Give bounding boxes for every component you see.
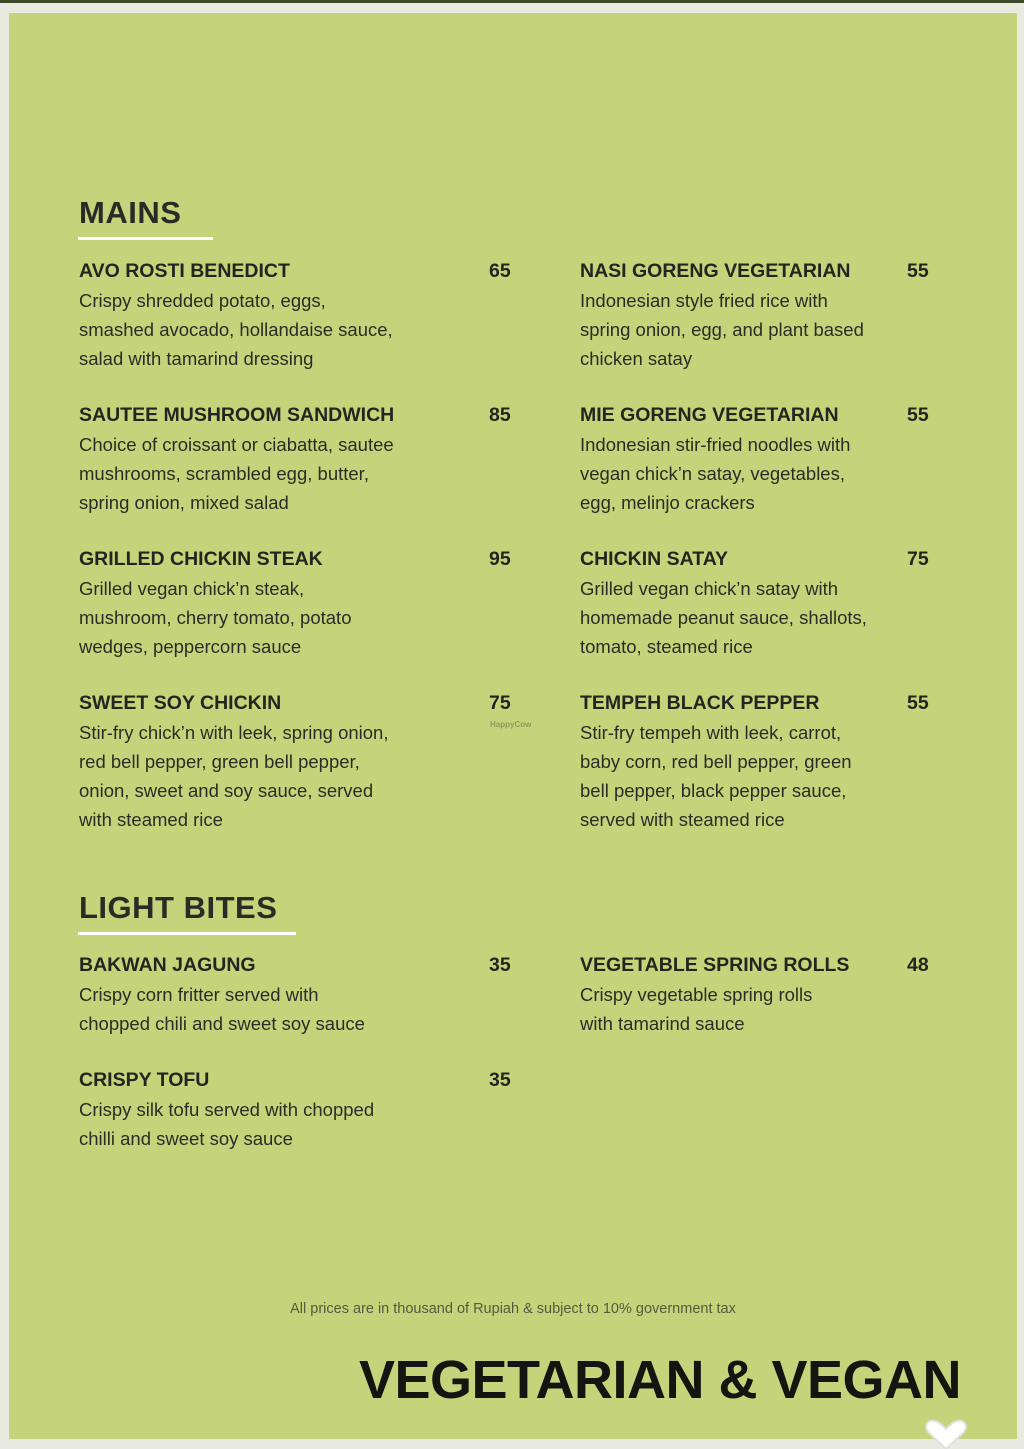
item-name: CRISPY TOFU — [79, 1069, 210, 1091]
item-name: NASI GORENG VEGETARIAN — [580, 260, 851, 282]
item-description: Indonesian stir-fried noodles with vegan chick’n satay, vegetables, egg, melinjo crackers — [580, 434, 851, 513]
watermark: HappyCow — [490, 720, 532, 729]
menu-item — [580, 545, 1020, 661]
item-name: AVO ROSTI BENEDICT — [79, 260, 290, 282]
item-name: SAUTEE MUSHROOM SANDWICH — [79, 404, 395, 426]
item-price: 75 — [907, 548, 929, 570]
item-price: 35 — [489, 954, 511, 976]
menu-item — [79, 689, 519, 834]
item-name: VEGETABLE SPRING ROLLS — [580, 954, 850, 976]
item-price: 55 — [907, 404, 929, 426]
menu-item — [580, 257, 1020, 373]
heart-icon — [921, 1419, 971, 1449]
item-name: BAKWAN JAGUNG — [79, 954, 256, 976]
menu-item — [79, 1066, 519, 1153]
item-price: 85 — [489, 404, 511, 426]
menu-title: VEGETARIAN & VEGAN — [358, 1350, 961, 1410]
item-description: Crispy shredded potato, eggs, smashed avocado, hollandaise sauce, salad with tamarind dressing — [79, 290, 393, 369]
price-disclaimer: All prices are in thousand of Rupiah & subject to 10% government tax — [290, 1301, 736, 1317]
item-name: SWEET SOY CHICKIN — [79, 692, 282, 714]
menu-item — [79, 951, 519, 1038]
menu-item — [79, 401, 519, 517]
item-description: Crispy vegetable spring rolls with tamarind sauce — [580, 984, 813, 1034]
item-description: Grilled vegan chick’n steak, mushroom, cherry tomato, potato wedges, peppercorn sauce — [79, 578, 352, 657]
item-description: Indonesian style fried rice with spring onion, egg, and plant based chicken satay — [580, 290, 864, 369]
item-description: Grilled vegan chick’n satay with homemade peanut sauce, shallots, tomato, steamed rice — [580, 578, 867, 657]
item-description: Crispy silk tofu served with chopped chilli and sweet soy sauce — [79, 1099, 375, 1149]
section-title-mains: MAINS — [79, 195, 182, 230]
top-border — [0, 0, 1024, 3]
item-name: MIE GORENG VEGETARIAN — [580, 404, 839, 426]
menu-item — [79, 545, 519, 661]
section-underline-mains — [78, 237, 213, 240]
menu-item — [580, 401, 1020, 517]
item-name: CHICKIN SATAY — [580, 548, 729, 570]
item-price: 75 — [489, 692, 511, 714]
item-description: Crispy corn fritter served with chopped chili and sweet soy sauce — [79, 984, 365, 1034]
item-price: 55 — [907, 692, 929, 714]
item-description: Stir-fry chick’n with leek, spring onion, red bell pepper, green bell pepper, onion, sweet and soy sauce, served with steamed rice — [79, 722, 389, 830]
item-description: Choice of croissant or ciabatta, sautee mushrooms, scrambled egg, butter, spring onion, mixed salad — [79, 434, 394, 513]
item-name: GRILLED CHICKIN STEAK — [79, 548, 323, 570]
section-underline-light-bites — [78, 932, 296, 935]
section-title-light-bites: LIGHT BITES — [79, 890, 278, 925]
menu-item — [580, 951, 1020, 1038]
item-price: 48 — [907, 954, 929, 976]
menu-page — [9, 13, 1017, 1439]
menu-item — [580, 689, 1020, 834]
item-price: 65 — [489, 260, 511, 282]
item-price: 95 — [489, 548, 511, 570]
item-price: 55 — [907, 260, 929, 282]
item-description: Stir-fry tempeh with leek, carrot, baby corn, red bell pepper, green bell pepper, black pepper sauce, served with steamed rice — [580, 722, 852, 830]
item-price: 35 — [489, 1069, 511, 1091]
menu-item — [79, 257, 519, 373]
item-name: TEMPEH BLACK PEPPER — [580, 692, 820, 714]
